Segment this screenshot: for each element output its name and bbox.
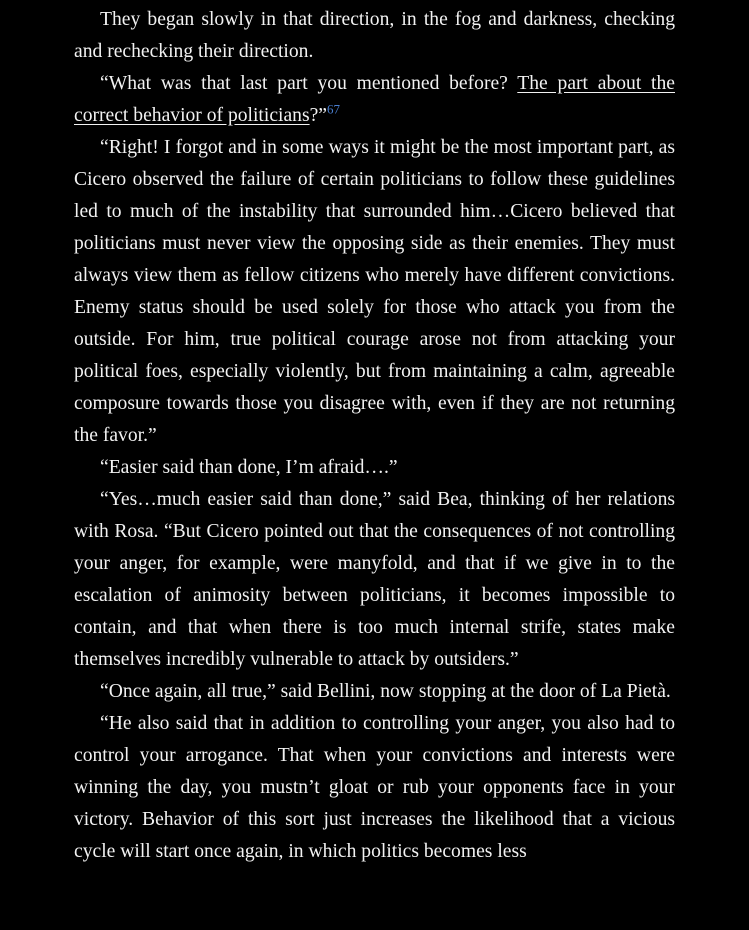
paragraph-3: “Right! I forgot and in some ways it might be the most important part, as Cicero observed the failure of certain politicians to follow these guidelines led to much of the instability that surrounded him…Cicero believed that politicians must never view the opposing side as their enemies. They must always view them as fellow citizens who merely have different convictions. Enemy status should be used solely for those who attack you from the outside. For him, true political courage arose not from attacking your political foes, especially violently, but from maintaining a calm, agreeable composure towards those you disagree with, even if they are not returning the favor.” bbox=[74, 137, 675, 446]
paragraph-4: “Easier said than done, I’m afraid….” bbox=[100, 457, 398, 478]
paragraph-2-tail: ?” bbox=[309, 105, 327, 126]
paragraph-7: “He also said that in addition to controlling your anger, you also had to control your arrogance. That when your convictions and interests were winning the day, you mustn’t gloat or rub your opponents face in your victory. Behavior of this sort just increases the likelihood that a vicious cycle will start once again, in which politics becomes less bbox=[74, 713, 675, 862]
paragraph-1: They began slowly in that direction, in the fog and darkness, checking and rechecking their direction. bbox=[74, 9, 675, 62]
footnote-67-link[interactable]: 67 bbox=[326, 101, 340, 117]
paragraph-2-lead: “What was that last part you mentioned before? bbox=[100, 73, 518, 94]
paragraph-6: “Once again, all true,” said Bellini, now stopping at the door of La Pietà. bbox=[100, 681, 671, 702]
paragraph-5: “Yes…much easier said than done,” said Bea, thinking of her relations with Rosa. “But Cicero pointed out that the consequences of not controlling your anger, for example, were manyfold, and that if we give in to the escalation of animosity between politicians, it becomes impossible to contain, and that when there is too much internal strife, states make themselves incredibly vulnerable to attack by outsiders.” bbox=[74, 489, 675, 670]
book-page bbox=[74, 4, 675, 868]
politicians-behavior-link[interactable]: The part about the correct behavior of politicians bbox=[74, 73, 675, 126]
paragraph-2 bbox=[74, 68, 675, 132]
